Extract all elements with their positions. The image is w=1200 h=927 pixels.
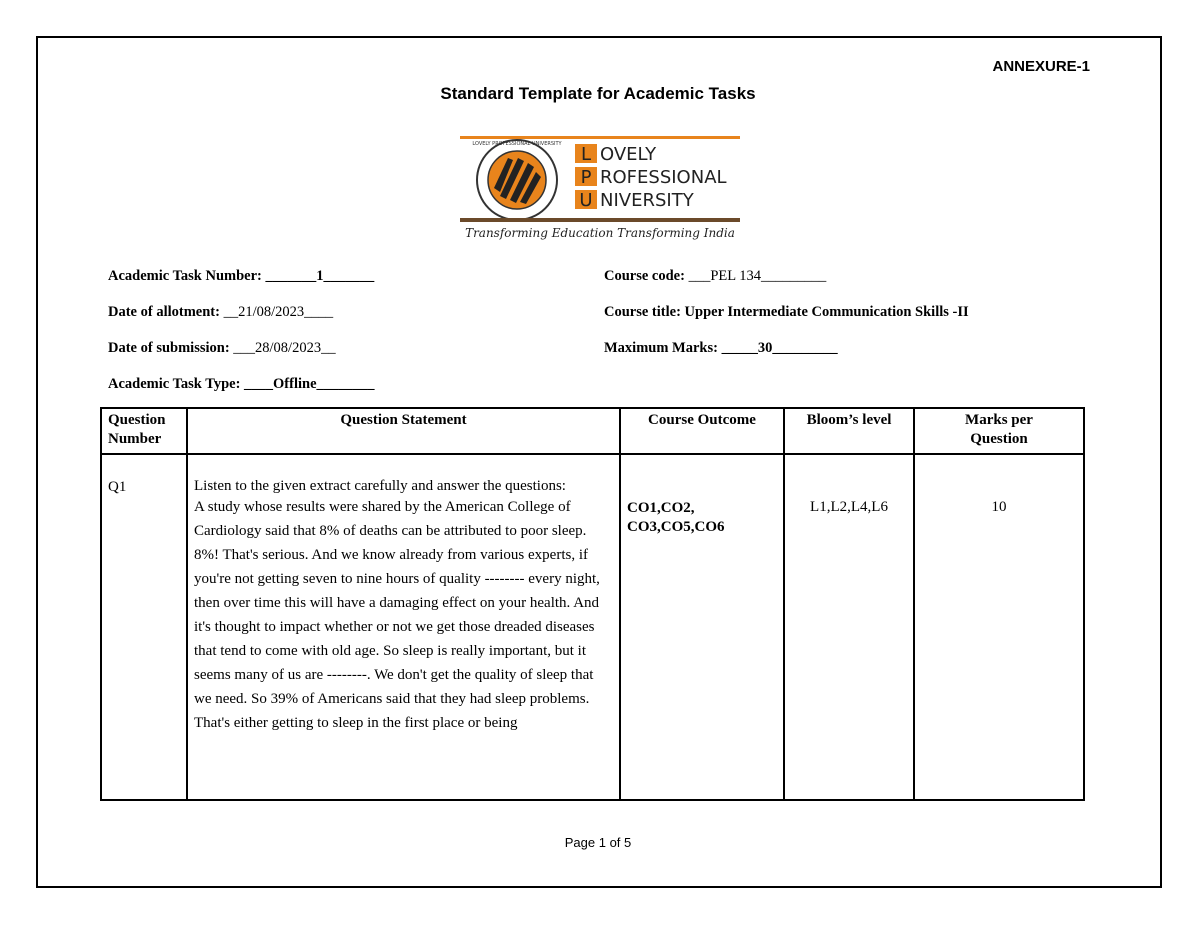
logo-word-niversity: NIVERSITY: [600, 190, 694, 211]
blooms-level-cell: [784, 454, 914, 800]
allotment-label: Date of allotment:: [108, 304, 220, 320]
course-outcome-cell: [620, 454, 784, 800]
logo-top-rule: [460, 136, 740, 139]
task-type-label: Academic Task Type:: [108, 376, 241, 392]
max-marks-label: Maximum Marks:: [604, 340, 718, 356]
logo-bottom-rule: [460, 218, 740, 222]
submission-field: [108, 340, 336, 357]
allotment-field: [108, 304, 333, 321]
seal-text: LOVELY PROFESSIONAL UNIVERSITY: [472, 141, 562, 147]
question-number: Q1: [108, 479, 127, 495]
logo-letter-l: L: [580, 144, 592, 165]
marks-cell: [914, 454, 1084, 800]
table-header-row: [101, 408, 1084, 454]
statement-intro: Listen to the given extract carefully and answer the questions:: [194, 478, 566, 494]
university-logo: [460, 136, 740, 246]
question-number-cell: [101, 454, 187, 800]
table-row: [101, 454, 1084, 800]
task-number-value: _______1_______: [265, 268, 375, 284]
logo-seal: [472, 140, 562, 220]
annexure-label: ANNEXURE-1: [992, 58, 1090, 75]
header-question-statement: Question Statement: [187, 408, 620, 454]
statement-body: A study whose results were shared by the American College of Cardiology said that 8% of deaths can be attributed to poor sleep. 8%! That's serious. And we know already from various experts, if you're not getting seven to nine hours of quality -------- every night, then over time this will have a damaging effect on your health. And it's thought to impact whether or not we get those dreaded diseases that tend to come with old age. So sleep is really important, but it seems many of us are --------. We don't get the quality of sleep that we need. So 39% of Americans said that they had sleep problems. That's either getting to sleep in the first place or being: [194, 499, 600, 731]
max-marks-value: _____30_________: [721, 340, 838, 356]
course-title-label: Course title:: [604, 304, 681, 320]
blooms-level: L1,L2,L4,L6: [810, 499, 888, 515]
logo-word-rofessional: ROFESSIONAL: [600, 167, 727, 188]
header-marks-per-question: Marks per Question: [914, 408, 1084, 454]
question-statement: [194, 477, 613, 735]
task-type-field: [108, 376, 375, 393]
course-title-field: [604, 304, 969, 321]
logo-letter-p: P: [580, 167, 592, 188]
header-question-number: Question Number: [101, 408, 187, 454]
logo-letter-u: U: [579, 190, 593, 211]
logo-tagline: Transforming Education Transforming India: [465, 226, 735, 240]
document-title: Standard Template for Academic Tasks: [440, 84, 756, 103]
header-blooms-level: Bloom’s level: [784, 408, 914, 454]
header-course-outcome: Course Outcome: [620, 408, 784, 454]
course-code-label: Course code:: [604, 268, 685, 284]
task-number-field: [108, 268, 374, 285]
course-outcome: CO1,CO2, CO3,CO5,CO6: [627, 500, 725, 535]
max-marks-field: [604, 340, 838, 357]
question-statement-cell: [187, 454, 620, 800]
logo-word-ovely: OVELY: [600, 144, 657, 165]
course-code-field: [604, 268, 826, 285]
allotment-value: __21/08/2023____: [223, 304, 334, 320]
question-table: [100, 407, 1085, 801]
course-title-value: Upper Intermediate Communication Skills -II: [684, 304, 969, 320]
course-code-value: ___PEL 134_________: [688, 268, 827, 284]
submission-label: Date of submission:: [108, 340, 230, 356]
task-type-value: ____Offline________: [244, 376, 375, 392]
marks-value: 10: [991, 499, 1007, 515]
task-number-label: Academic Task Number:: [108, 268, 262, 284]
submission-value: ___28/08/2023__: [233, 340, 336, 356]
page-number: Page 1 of 5: [564, 835, 632, 850]
